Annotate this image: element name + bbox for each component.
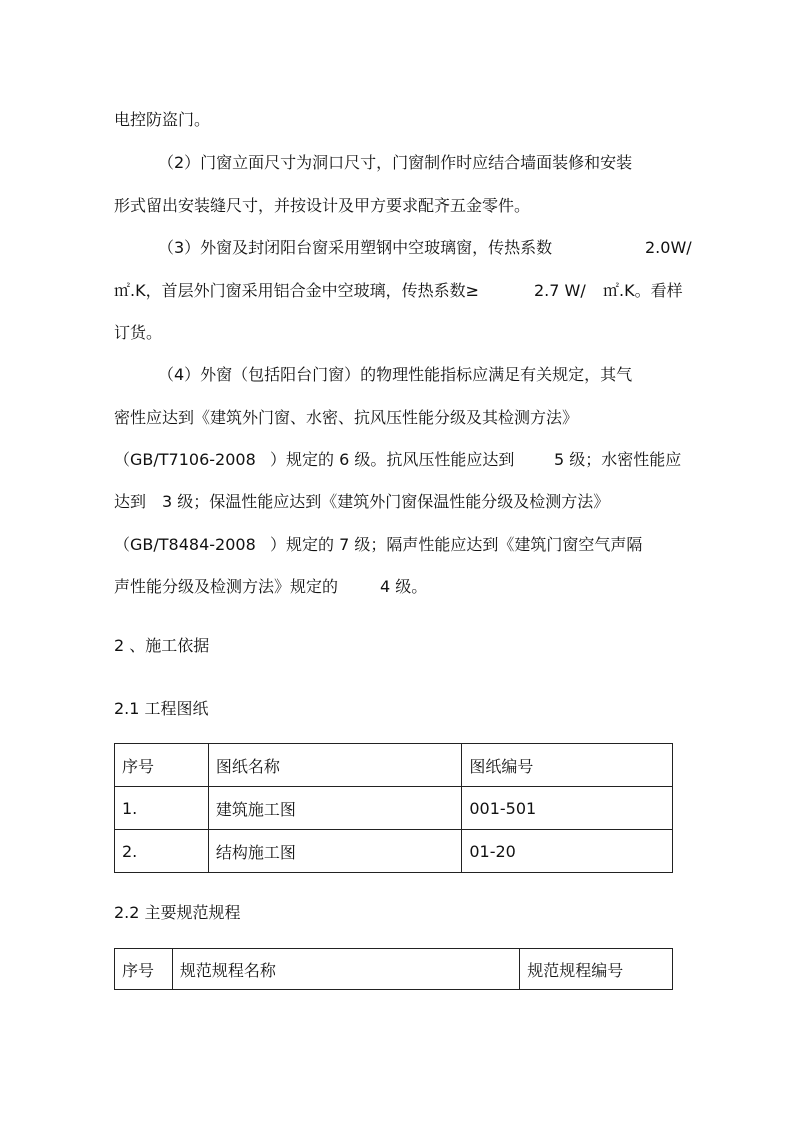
table-header-cell: 图纸编号 bbox=[462, 744, 673, 787]
table-cell: 01-20 bbox=[462, 830, 673, 873]
table-row bbox=[115, 830, 673, 873]
paragraph-line-fragment: 5 级；水密性能应 bbox=[554, 450, 682, 469]
table-cell: 1. bbox=[115, 787, 209, 830]
table-cell: 001-501 bbox=[462, 787, 673, 830]
drawings-table bbox=[114, 743, 673, 873]
paragraph-line: 订货。 bbox=[114, 323, 163, 342]
table-cell: 结构施工图 bbox=[208, 830, 462, 873]
paragraph-line: 达到 bbox=[114, 492, 147, 511]
paragraph-line-fragment: ）规定的 7 级；隔声性能应达到《建筑门窗空气声隔 bbox=[270, 535, 643, 554]
paragraph-line-fragment: 2.0W/ bbox=[645, 238, 692, 257]
table-header-cell: 规范规程编号 bbox=[520, 949, 673, 990]
table-header-row bbox=[115, 744, 673, 787]
paragraph-line-fragment: ）规定的 6 级。抗风压性能应达到 bbox=[270, 450, 515, 469]
paragraph-line: （2）门窗立面尺寸为洞口尺寸，门窗制作时应结合墙面装修和安装 bbox=[158, 153, 633, 172]
paragraph-line: 声性能分级及检测方法》规定的 bbox=[114, 577, 339, 596]
paragraph-line: ㎡.K，首层外门窗采用铝合金中空玻璃，传热系数≥ bbox=[114, 281, 479, 300]
table-header-cell: 图纸名称 bbox=[208, 744, 462, 787]
table-cell: 建筑施工图 bbox=[208, 787, 462, 830]
paragraph-line-fragment: 3 级；保温性能应达到《建筑外门窗保温性能分级及检测方法》 bbox=[162, 492, 610, 511]
table-cell: 2. bbox=[115, 830, 209, 873]
table-header-cell: 序号 bbox=[115, 949, 173, 990]
subsection-heading: 2.2 主要规范规程 bbox=[114, 903, 241, 922]
paragraph-line: （4）外窗（包括阳台门窗）的物理性能指标应满足有关规定，其气 bbox=[158, 365, 633, 384]
table-header-cell: 规范规程名称 bbox=[172, 949, 519, 990]
paragraph-line-fragment: 4 级。 bbox=[380, 577, 428, 596]
paragraph-line: （GB/T8484-2008 bbox=[114, 535, 256, 554]
section-heading: 2 、施工依据 bbox=[114, 636, 210, 655]
table-header-cell: 序号 bbox=[115, 744, 209, 787]
paragraph-line-fragment: 2.7 W/ bbox=[534, 281, 586, 300]
standards-table bbox=[114, 948, 673, 990]
paragraph-line-fragment: ㎡.K。看样 bbox=[603, 281, 683, 300]
subsection-heading: 2.1 工程图纸 bbox=[114, 699, 209, 718]
paragraph-line: 形式留出安装缝尺寸，并按设计及甲方要求配齐五金零件。 bbox=[114, 196, 531, 215]
paragraph-line: （3）外窗及封闭阳台窗采用塑钢中空玻璃窗，传热系数 bbox=[158, 238, 553, 257]
table-header-row bbox=[115, 949, 673, 990]
paragraph-line: 电控防盗门。 bbox=[114, 110, 211, 129]
paragraph-line: 密性应达到《建筑外门窗、水密、抗风压性能分级及其检测方法》 bbox=[114, 408, 579, 427]
paragraph-line: （GB/T7106-2008 bbox=[114, 450, 256, 469]
table-row bbox=[115, 787, 673, 830]
